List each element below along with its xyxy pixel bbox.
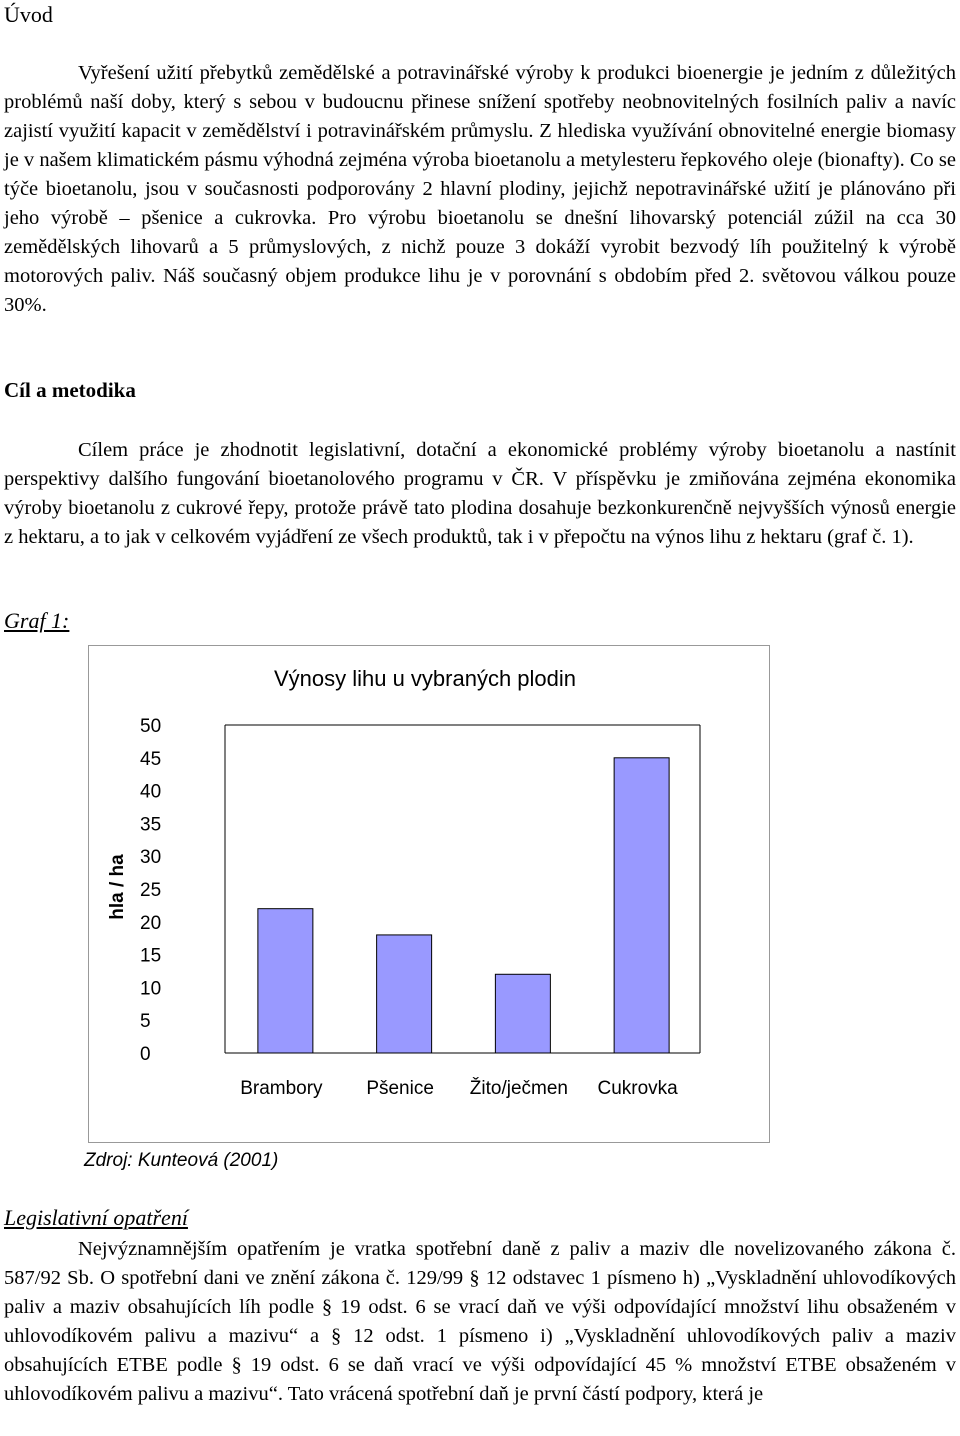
bar (377, 935, 432, 1053)
cil-paragraph-text: Cílem práce je zhodnotit legislativní, dotační a ekonomické problémy výroby bioetanolu a nastínit perspektivy dalšího fungování bioetanolového programu v ČR. V příspěvku je zmiňována zejména ekonomika výroby bioetanolu z cukrové řepy, protože právě tato plodina dosahuje bezkonkurenčně nejvyšších výnosů energie z hektaru, a to jak v celkovém vyjádření ze všech produktů, tak i v přepočtu na výnos lihu z hektaru (graf č. 1). (4, 439, 956, 548)
y-tick-label: 5 (140, 1011, 151, 1033)
section-heading-uvod: Úvod (4, 2, 53, 27)
y-tick-label: 10 (140, 978, 162, 1000)
section-heading-cil: Cíl a metodika (4, 378, 136, 402)
figure-source: Zdroj: Kunteová (2001) (84, 1150, 279, 1171)
intro-paragraph-text: Vyřešení užití přebytků zemědělské a potravinářské výroby k produkci bioenergie je jedním z důležitých problémů naší doby, který s sebou v budoucnu přinese snížení spotřeby neobnovitelných fosilních paliv a navíc zajistí využití kapacit v zemědělství i potravinářském průmyslu. Z hlediska využívání obnovitelné energie biomasy je v našem klimatickém pásmu výhodná zejména výroba bioetanolu a metylesteru řepkového oleje (bionafty). Co se týče bioetanolu, jsou v současnosti podporovány 2 hlavní plodiny, jejichž nepotravinářské užití je plánováno při jeho výrobě – pšenice a cukrovka. Pro výrobu bioetanolu se dnešní lihovarský potenciál zúžil na cca 30 zemědělských lihovarů a 5 průmyslových, z nichž pouze 3 dokáží vyrobit bezvodý líh použitelný k výrobě motorových paliv. Náš současný objem produkce lihu je v porovnání s obdobím před 2. světovou válkou pouze 30%. (4, 62, 956, 316)
y-tick-label: 25 (140, 880, 162, 901)
intro-paragraph (4, 59, 956, 320)
y-tick-label: 35 (140, 814, 162, 836)
x-tick-label: Žito/ječmen (469, 1078, 568, 1099)
bar (495, 974, 550, 1053)
bar (258, 909, 313, 1053)
y-tick-label: 0 (140, 1044, 151, 1065)
y-tick-label: 40 (140, 781, 162, 803)
y-tick-label: 30 (140, 847, 162, 869)
bar (614, 758, 669, 1053)
cil-paragraph (4, 436, 956, 552)
section-heading-legislativa: Legislativní opatření (4, 1205, 188, 1230)
y-tick-label: 50 (140, 716, 162, 737)
y-tick-label: 20 (140, 912, 162, 934)
legislation-paragraph (4, 1235, 956, 1409)
y-axis-label: hla / ha (107, 854, 128, 920)
y-tick-label: 15 (140, 945, 162, 967)
y-tick-label: 45 (140, 748, 162, 770)
figure-label: Graf 1: (4, 608, 70, 633)
x-tick-label: Cukrovka (597, 1078, 678, 1099)
x-tick-label: Pšenice (366, 1078, 434, 1099)
bar-chart (88, 645, 770, 1143)
legislation-paragraph-text: Nejvýznamnějším opatřením je vratka spotřební daně z paliv a maziv dle novelizovaného zákona č. 587/92 Sb. O spotřební dani ve znění zákona č. 129/99 § 12 odstavec 1 písmeno h) „Vyskladnění uhlovodíkových paliv a maziv obsahujících líh podle § 19 odst. 6 se vrací daň ve výši odpovídající množství lihu obsaženém v uhlovodíkovém palivu a mazivu“ a § 12 odst. 1 písmeno i) „Vyskladnění uhlovodíkových paliv a maziv obsahujících ETBE podle § 19 odst. 6 se daň vrací ve výši odpovídající 45 % množství ETBE obsaženém v uhlovodíkovém palivu a mazivu“. Tato vrácená spotřební daň je první částí podpory, která je (4, 1238, 956, 1405)
chart-title: Výnosy lihu u vybraných plodin (273, 666, 577, 691)
x-tick-label: Brambory (240, 1078, 323, 1099)
